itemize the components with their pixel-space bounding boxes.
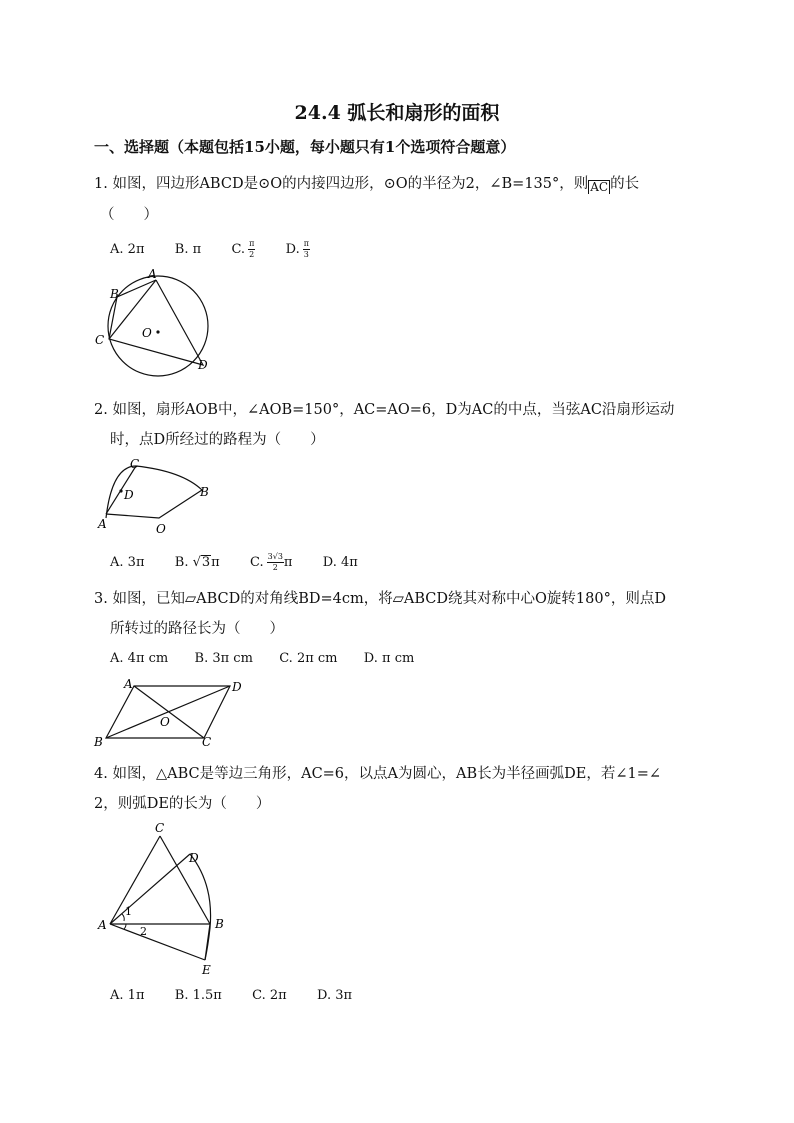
question-4-options — [110, 988, 352, 1003]
question-stem: 如图，已知▱ABCD的对角线BD=4cm，将▱ABCD绕其对称中心O旋转180°，则点D — [112, 591, 666, 607]
option-b[interactable]: B. √3π — [174, 555, 220, 570]
question-1-options — [110, 239, 310, 260]
quadrilateral-abcd — [109, 280, 203, 365]
option-a[interactable]: A. 2π — [110, 242, 145, 257]
question-3-options — [110, 651, 414, 666]
label-d: D — [189, 851, 199, 865]
label-o: O — [156, 522, 166, 536]
figure-2-sector — [92, 456, 222, 538]
label-b: B — [110, 287, 119, 301]
label-angle-1: 1 — [125, 905, 132, 918]
question-2-line1 — [94, 398, 674, 419]
angle-1-mark — [122, 914, 124, 921]
question-stem: 如图，扇形AOB中，∠AOB=150°，AC=AO=6，D为AC的中点，当弦AC沿扇形运动 — [112, 402, 675, 418]
side-cb — [160, 836, 210, 924]
question-number: 3. — [94, 591, 108, 607]
option-a[interactable]: A. 1π — [110, 988, 145, 1003]
question-stem: 如图，△ABC是等边三角形，AC=6，以点A为圆心，AB长为半径画弧DE，若∠1=∠ — [112, 766, 662, 782]
label-d: D — [198, 358, 208, 372]
label-a: A — [98, 918, 107, 932]
question-3-line1 — [94, 587, 666, 608]
question-4-line1 — [94, 762, 661, 783]
option-c[interactable]: C. 2π cm — [279, 651, 338, 666]
label-b: B — [215, 917, 224, 931]
label-c: C — [202, 735, 212, 749]
question-2-line2: 时，点D所经过的路程为（ ） — [110, 432, 325, 448]
option-b[interactable]: B. π — [174, 242, 202, 257]
option-d[interactable]: D. 4π — [322, 555, 358, 570]
diagonal-bd — [106, 686, 230, 738]
question-number: 4. — [94, 766, 108, 782]
option-d[interactable]: D. π cm — [363, 651, 415, 666]
figure-1-circle — [90, 268, 220, 386]
segment-ae — [110, 924, 205, 960]
figure-4-triangle-arc — [92, 818, 242, 980]
side-ac — [110, 836, 160, 924]
section-heading: 一、选择题（本题包括15小题，每小题只有1个选项符合题意） — [94, 138, 516, 156]
figure-3-parallelogram — [90, 676, 260, 750]
midpoint-d — [119, 489, 122, 492]
segment-be — [205, 924, 210, 960]
label-d: D — [232, 680, 242, 694]
question-number: 2. — [94, 402, 108, 418]
question-4-line2: 2，则弧DE的长为（ ） — [94, 796, 271, 812]
option-b[interactable]: B. 1.5π — [174, 988, 222, 1003]
option-d[interactable]: D. 3π — [316, 988, 353, 1003]
option-c[interactable]: C. $\frac{3√3}{2}$ π — [250, 552, 293, 572]
label-c: C — [130, 457, 140, 471]
center-point — [156, 330, 159, 333]
question-stem-tail: 的长 — [610, 176, 640, 192]
question-1-text — [94, 172, 639, 194]
label-a: A — [98, 517, 107, 531]
label-e: E — [202, 963, 211, 977]
radii-oa-ob — [106, 490, 202, 518]
option-a[interactable]: A. 4π cm — [110, 651, 169, 666]
label-a: A — [124, 677, 133, 691]
angle-2-mark — [124, 924, 126, 929]
question-3-line2: 所转过的路径长为（ ） — [110, 621, 284, 637]
label-angle-2: 2 — [140, 925, 147, 938]
option-b[interactable]: B. 3π cm — [194, 651, 253, 666]
arc-ac-label: AC — [590, 180, 609, 194]
circle-o — [108, 276, 208, 376]
label-b: B — [200, 485, 209, 499]
label-b: B — [94, 735, 103, 749]
option-a[interactable]: A. 3π — [110, 555, 145, 570]
label-o: O — [160, 715, 170, 729]
label-d: D — [124, 488, 134, 502]
question-number: 1. — [94, 176, 108, 192]
question-2-options — [110, 552, 358, 573]
option-c[interactable]: C. $\frac{\pi}{2}$ — [231, 239, 255, 259]
label-a: A — [148, 268, 157, 281]
option-c[interactable]: C. 2π — [252, 988, 287, 1003]
answer-paren: （ ） — [100, 207, 158, 223]
option-d[interactable]: D. $\frac{\pi}{3}$ — [285, 239, 309, 259]
question-stem: 如图，四边形ABCD是⊙O的内接四边形，⊙O的半径为2，∠B=135°，则 — [112, 176, 589, 192]
segment-ad — [110, 854, 190, 924]
label-o: O — [142, 326, 152, 340]
label-c: C — [95, 333, 105, 347]
page-title: 24.4 弧长和扇形的面积 — [294, 102, 500, 124]
label-c: C — [155, 821, 165, 835]
